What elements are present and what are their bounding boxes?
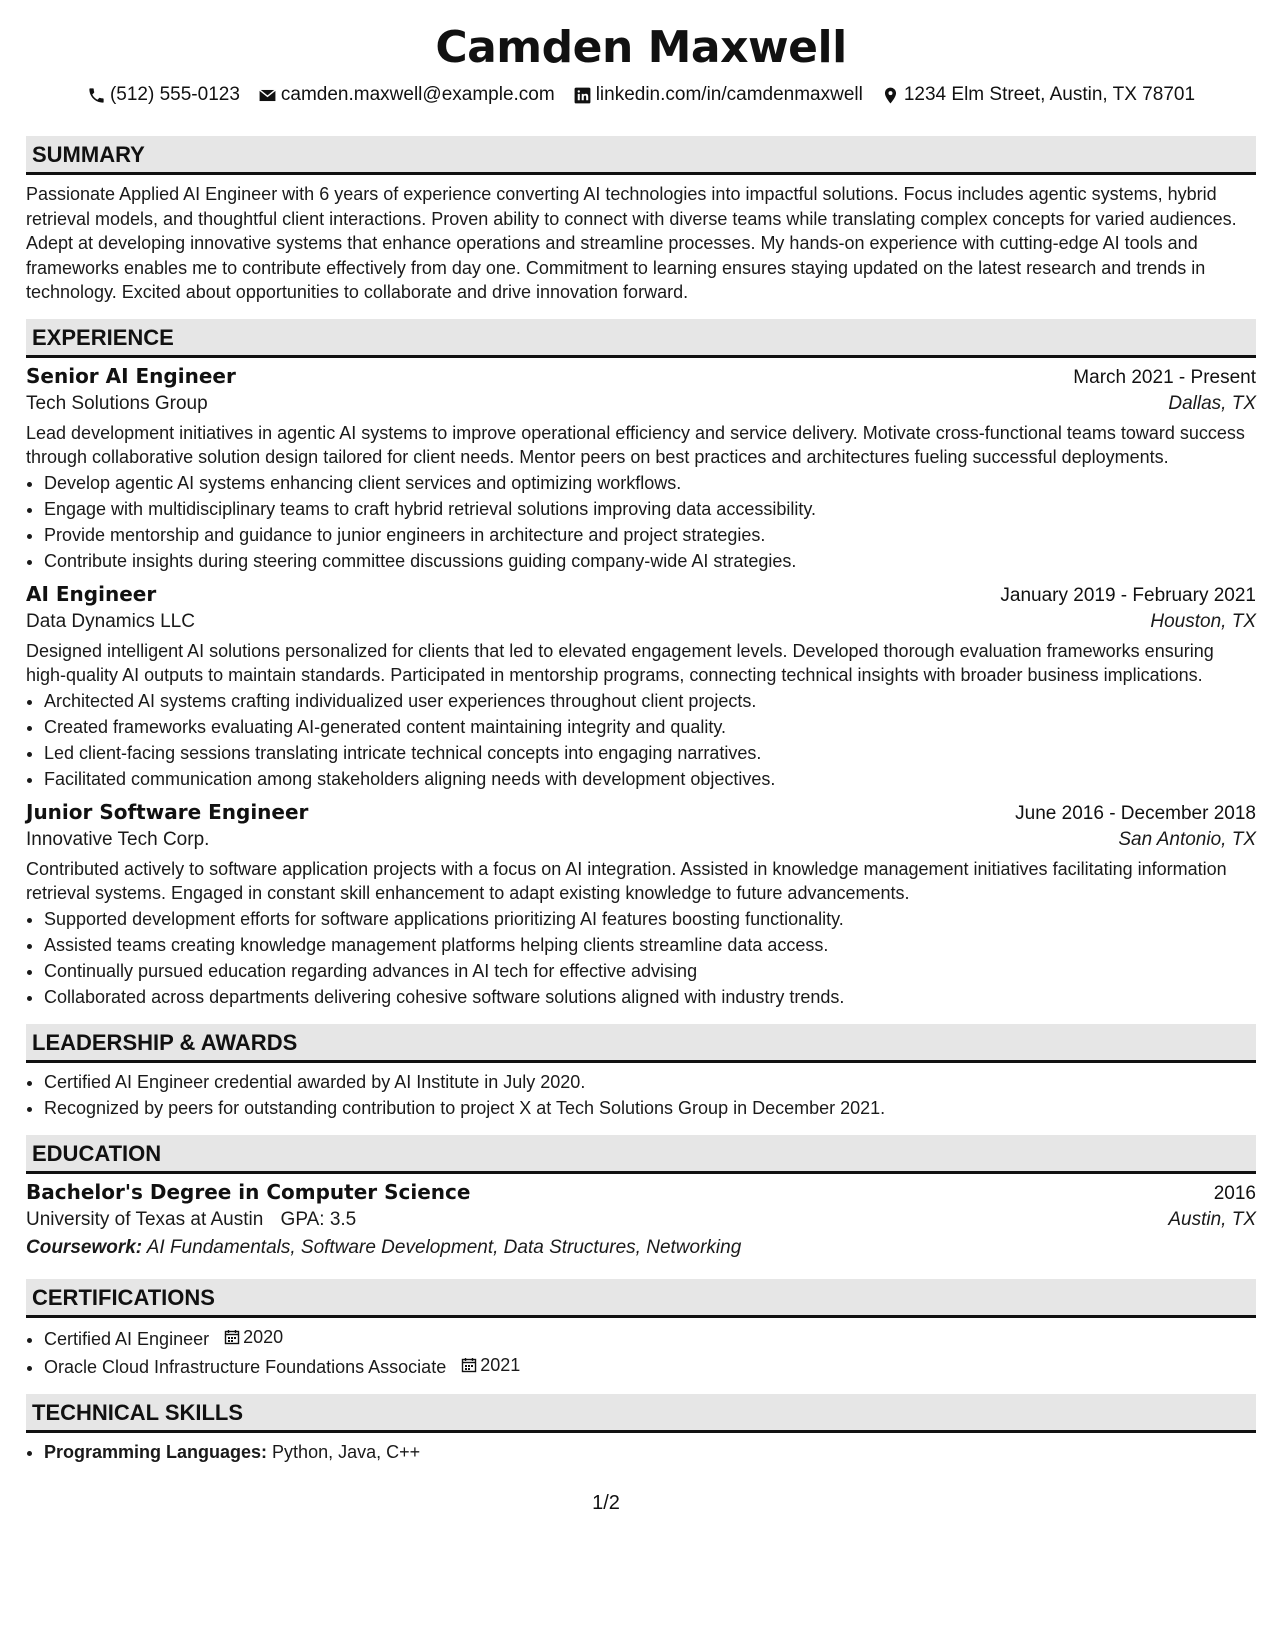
skill-value: Python, Java, C++ xyxy=(272,1441,421,1462)
job-title: AI Engineer xyxy=(26,581,157,606)
job-title-row xyxy=(26,364,1256,389)
summary-section xyxy=(26,136,1256,305)
list-item xyxy=(44,1352,1256,1380)
contact-linkedin[interactable] xyxy=(573,82,863,108)
cert-date xyxy=(461,1352,520,1378)
experience-heading: EXPERIENCE xyxy=(26,319,1256,358)
calendar-icon xyxy=(224,1329,240,1345)
job-sub-row xyxy=(26,393,1256,415)
certifications-section xyxy=(26,1279,1256,1380)
job-bullets xyxy=(26,688,1256,792)
skills-section xyxy=(26,1394,1256,1465)
phone-icon xyxy=(87,86,106,105)
contact-address xyxy=(881,82,1195,108)
list-item: • Engage with multidisciplinary teams to craft hybrid retrieval solutions improving data accessibility. xyxy=(44,496,1256,522)
certifications-list xyxy=(26,1324,1256,1380)
degree-title: Bachelor's Degree in Computer Science xyxy=(26,1179,471,1204)
job-dates: March 2021 - Present xyxy=(1073,366,1256,388)
job-entry xyxy=(26,582,1256,792)
school-row xyxy=(26,1209,1256,1231)
list-item: • Certified AI Engineer credential awarded by AI Institute in July 2020. xyxy=(44,1069,1256,1095)
resume-content xyxy=(26,0,1256,1465)
job-bullets xyxy=(26,906,1256,1010)
leadership-list xyxy=(26,1069,1256,1121)
leadership-section xyxy=(26,1024,1256,1121)
list-item xyxy=(44,1439,1256,1465)
list-item: • Architected AI systems crafting individualized user experiences throughout client projects. xyxy=(44,688,1256,714)
list-item: • Facilitated communication among stakeholders aligning needs with development objectives. xyxy=(44,766,1256,792)
map-pin-icon xyxy=(881,86,900,105)
education-heading: EDUCATION xyxy=(26,1135,1256,1174)
job-bullets xyxy=(26,470,1256,574)
email-text: camden.maxwell@example.com xyxy=(280,84,555,105)
job-location: San Antonio, TX xyxy=(1118,828,1256,850)
list-item xyxy=(44,1324,1256,1352)
list-item: • Collaborated across departments delivering cohesive software solutions aligned with industry trends. xyxy=(44,984,1256,1010)
degree-row xyxy=(26,1180,1256,1205)
list-item: • Provide mentorship and guidance to junior engineers in architecture and project strategies. xyxy=(44,522,1256,548)
school-location: Austin, TX xyxy=(1168,1208,1256,1230)
list-item: • Led client-facing sessions translating intricate technical concepts into engaging narratives. xyxy=(44,740,1256,766)
contact-email[interactable] xyxy=(258,82,555,108)
job-entry xyxy=(26,364,1256,574)
experience-section xyxy=(26,319,1256,1010)
page-number: 1/2 xyxy=(592,1492,620,1514)
skill-label: Programming Languages: xyxy=(44,1441,268,1462)
job-sub-row xyxy=(26,611,1256,633)
job-description: Lead development initiatives in agentic AI systems to improve operational efficiency and service delivery. Motivate cross-functional teams toward success through collaborative solution design tailored for client needs. Mentor peers on best practices and architectures fueling successful deployments. xyxy=(26,422,1245,467)
linkedin-text: linkedin.com/in/camdenmaxwell xyxy=(595,84,863,105)
linkedin-icon xyxy=(573,86,592,105)
cert-year: 2020 xyxy=(243,1326,284,1347)
job-entry xyxy=(26,800,1256,1010)
job-company: Innovative Tech Corp. xyxy=(26,828,210,850)
skills-list xyxy=(26,1439,1256,1465)
certifications-heading: CERTIFICATIONS xyxy=(26,1279,1256,1318)
list-item: • Contribute insights during steering committee discussions guiding company-wide AI strategies. xyxy=(44,548,1256,574)
school-name: University of Texas at Austin xyxy=(26,1208,264,1230)
contact-bar xyxy=(26,82,1256,108)
job-title-row xyxy=(26,582,1256,607)
list-item: • Continually pursued education regarding advances in AI tech for effective advising xyxy=(44,958,1256,984)
school-info xyxy=(26,1209,356,1231)
cert-name: Oracle Cloud Infrastructure Foundations Associate xyxy=(44,1356,447,1377)
cert-name: Certified AI Engineer xyxy=(44,1328,210,1349)
candidate-name: Camden Maxwell xyxy=(435,22,847,73)
list-item: • Created frameworks evaluating AI-generated content maintaining integrity and quality. xyxy=(44,714,1256,740)
job-dates: January 2019 - February 2021 xyxy=(1000,584,1256,606)
list-item: • Develop agentic AI systems enhancing client services and optimizing workflows. xyxy=(44,470,1256,496)
list-item: • Supported development efforts for software applications prioritizing AI features boosting functionality. xyxy=(44,906,1256,932)
cert-date xyxy=(224,1324,283,1350)
envelope-icon xyxy=(258,86,277,105)
job-title: Senior AI Engineer xyxy=(26,363,236,388)
coursework-label: Coursework: xyxy=(26,1236,143,1258)
job-company: Tech Solutions Group xyxy=(26,392,208,414)
job-company: Data Dynamics LLC xyxy=(26,610,195,632)
coursework-list: AI Fundamentals, Software Development, Data Structures, Networking xyxy=(146,1236,742,1258)
coursework xyxy=(26,1237,1256,1259)
list-item: • Assisted teams creating knowledge management platforms helping clients streamline data access. xyxy=(44,932,1256,958)
leadership-heading: LEADERSHIP & AWARDS xyxy=(26,1024,1256,1063)
job-title-row xyxy=(26,800,1256,825)
graduation-year: 2016 xyxy=(1213,1182,1256,1204)
job-description: Designed intelligent AI solutions personalized for clients that led to elevated engagement levels. Developed thorough evaluation frameworks ensuring high-quality AI outputs to maintain standards. Participated in mentorship programs, connecting technical insights with broader business implications. xyxy=(26,640,1214,685)
job-sub-row xyxy=(26,829,1256,851)
calendar-icon xyxy=(461,1357,477,1373)
phone-text: (512) 555-0123 xyxy=(109,84,240,105)
job-location: Dallas, TX xyxy=(1168,392,1256,414)
cert-year: 2021 xyxy=(480,1354,521,1375)
job-description: Contributed actively to software application projects with a focus on AI integration. Assisted in knowledge management initiatives facilitating information retrieval systems. Engaged in constant skill enhancement to adapt existing knowledge to future advancements. xyxy=(26,858,1227,903)
skills-heading: TECHNICAL SKILLS xyxy=(26,1394,1256,1433)
job-title: Junior Software Engineer xyxy=(26,799,309,824)
education-section xyxy=(26,1135,1256,1259)
address-text: 1234 Elm Street, Austin, TX 78701 xyxy=(903,84,1196,105)
summary-text: Passionate Applied AI Engineer with 6 years of experience converting AI technologies into impactful solutions. Focus includes agentic systems, hybrid retrieval models, and thoughtful client interactions. Proven ability to connect with diverse teams while translating complex concepts for varied audiences. Adept at developing innovative systems that enhance operations and streamline processes. My hands-on experience with cutting-edge AI tools and frameworks enables me to contribute effectively from day one. Commitment to learning ensures staying updated on the latest research and trends in technology. Excited about opportunities to collaborate and drive innovation forward. xyxy=(26,184,1237,302)
gpa: GPA: 3.5 xyxy=(280,1208,357,1230)
summary-heading: SUMMARY xyxy=(26,136,1256,175)
list-item: • Recognized by peers for outstanding contribution to project X at Tech Solutions Group in December 2021. xyxy=(44,1095,1256,1121)
job-dates: June 2016 - December 2018 xyxy=(1015,802,1256,824)
contact-phone xyxy=(87,82,240,108)
job-location: Houston, TX xyxy=(1150,610,1256,632)
